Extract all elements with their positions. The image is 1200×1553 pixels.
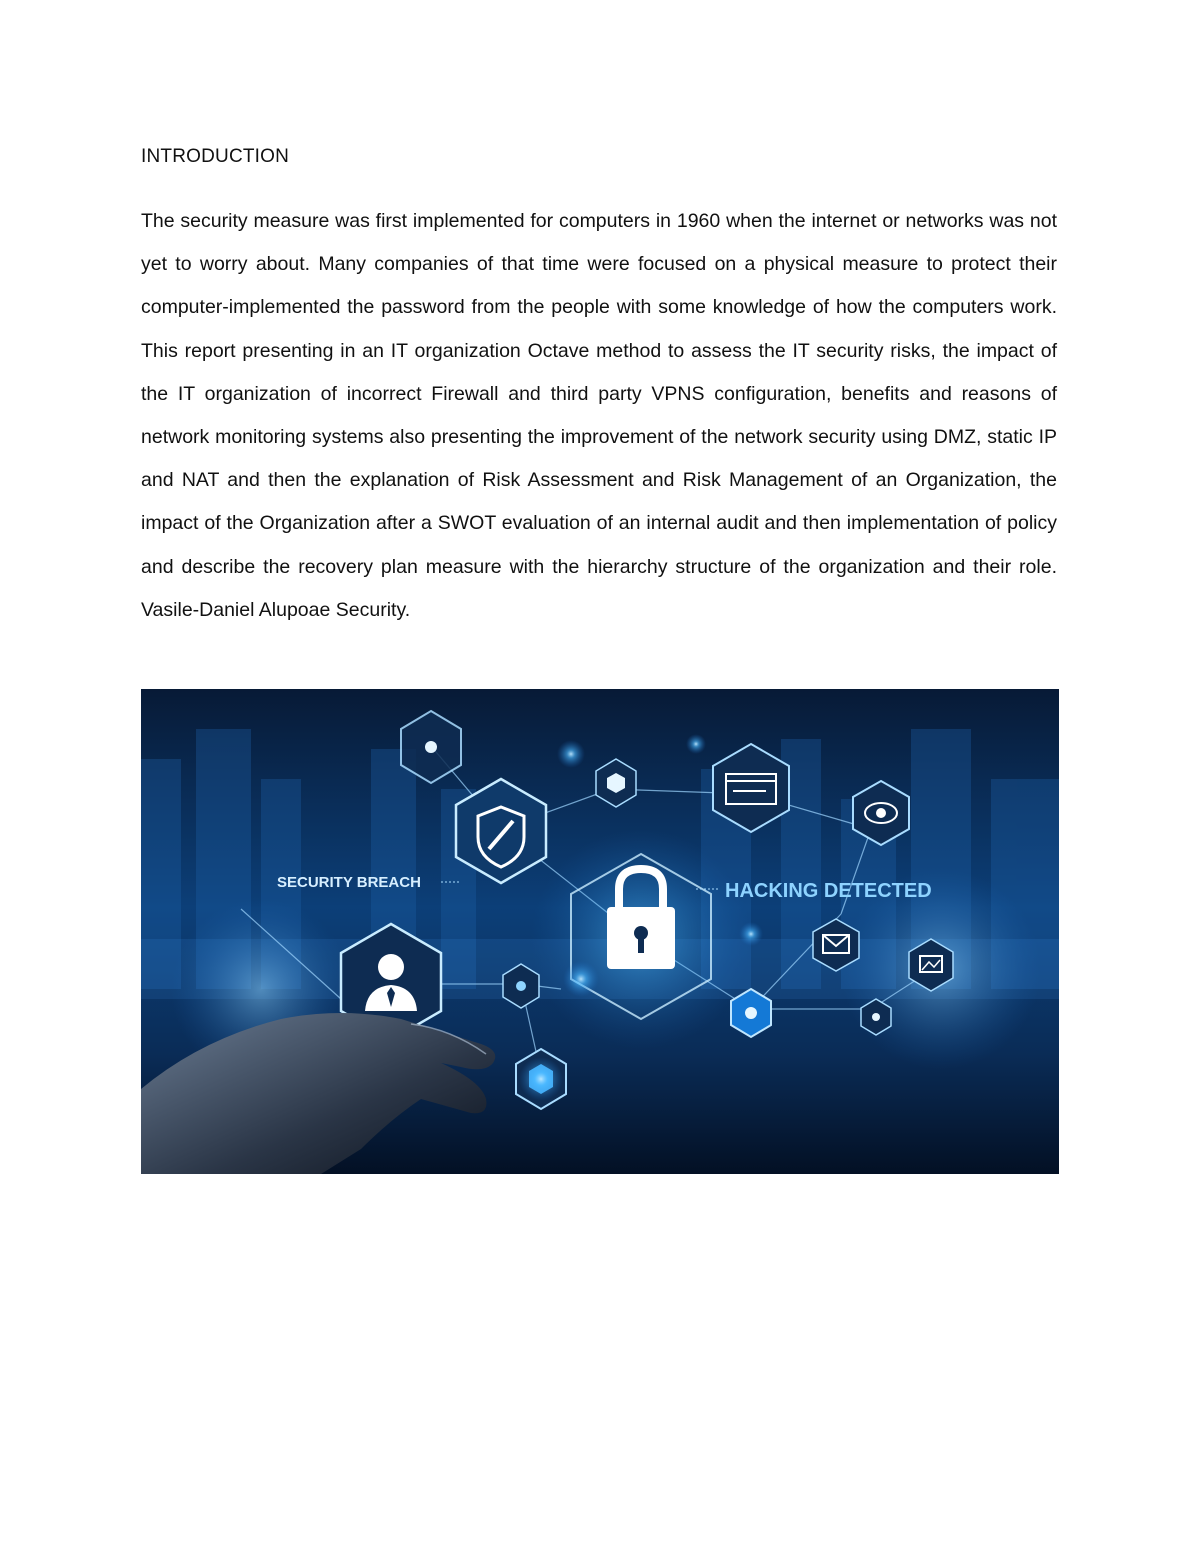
cybersecurity-illustration: [141, 689, 1059, 1174]
introduction-paragraph: The security measure was first implemented for computers in 1960 when the internet or networks was not yet to worry about. Many companies of that time were focused on a physical measure to protect their computer-implemented the password from the people with some knowledge of how the computers work. This report presenting in an IT organization Octave method to assess the IT security risks, the impact of the IT organization of incorrect Firewall and third party VPNS configuration, benefits and reasons of network monitoring systems also presenting the improvement of the network security using DMZ, static IP and NAT and then the explanation of Risk Assessment and Risk Management of an Organization, the impact of the Organization after a SWOT evaluation of an internal audit and then implementation of policy and describe the recovery plan measure with the hierarchy structure of the organization and their role. Vasile-Daniel Alupoae Security.: [141, 210, 1057, 621]
illustration-canvas: [141, 689, 1059, 1174]
hacking-detected-label: HACKING DETECTED: [725, 880, 932, 902]
security-breach-label: SECURITY BREACH: [277, 874, 421, 891]
section-heading: INTRODUCTION: [141, 146, 290, 167]
